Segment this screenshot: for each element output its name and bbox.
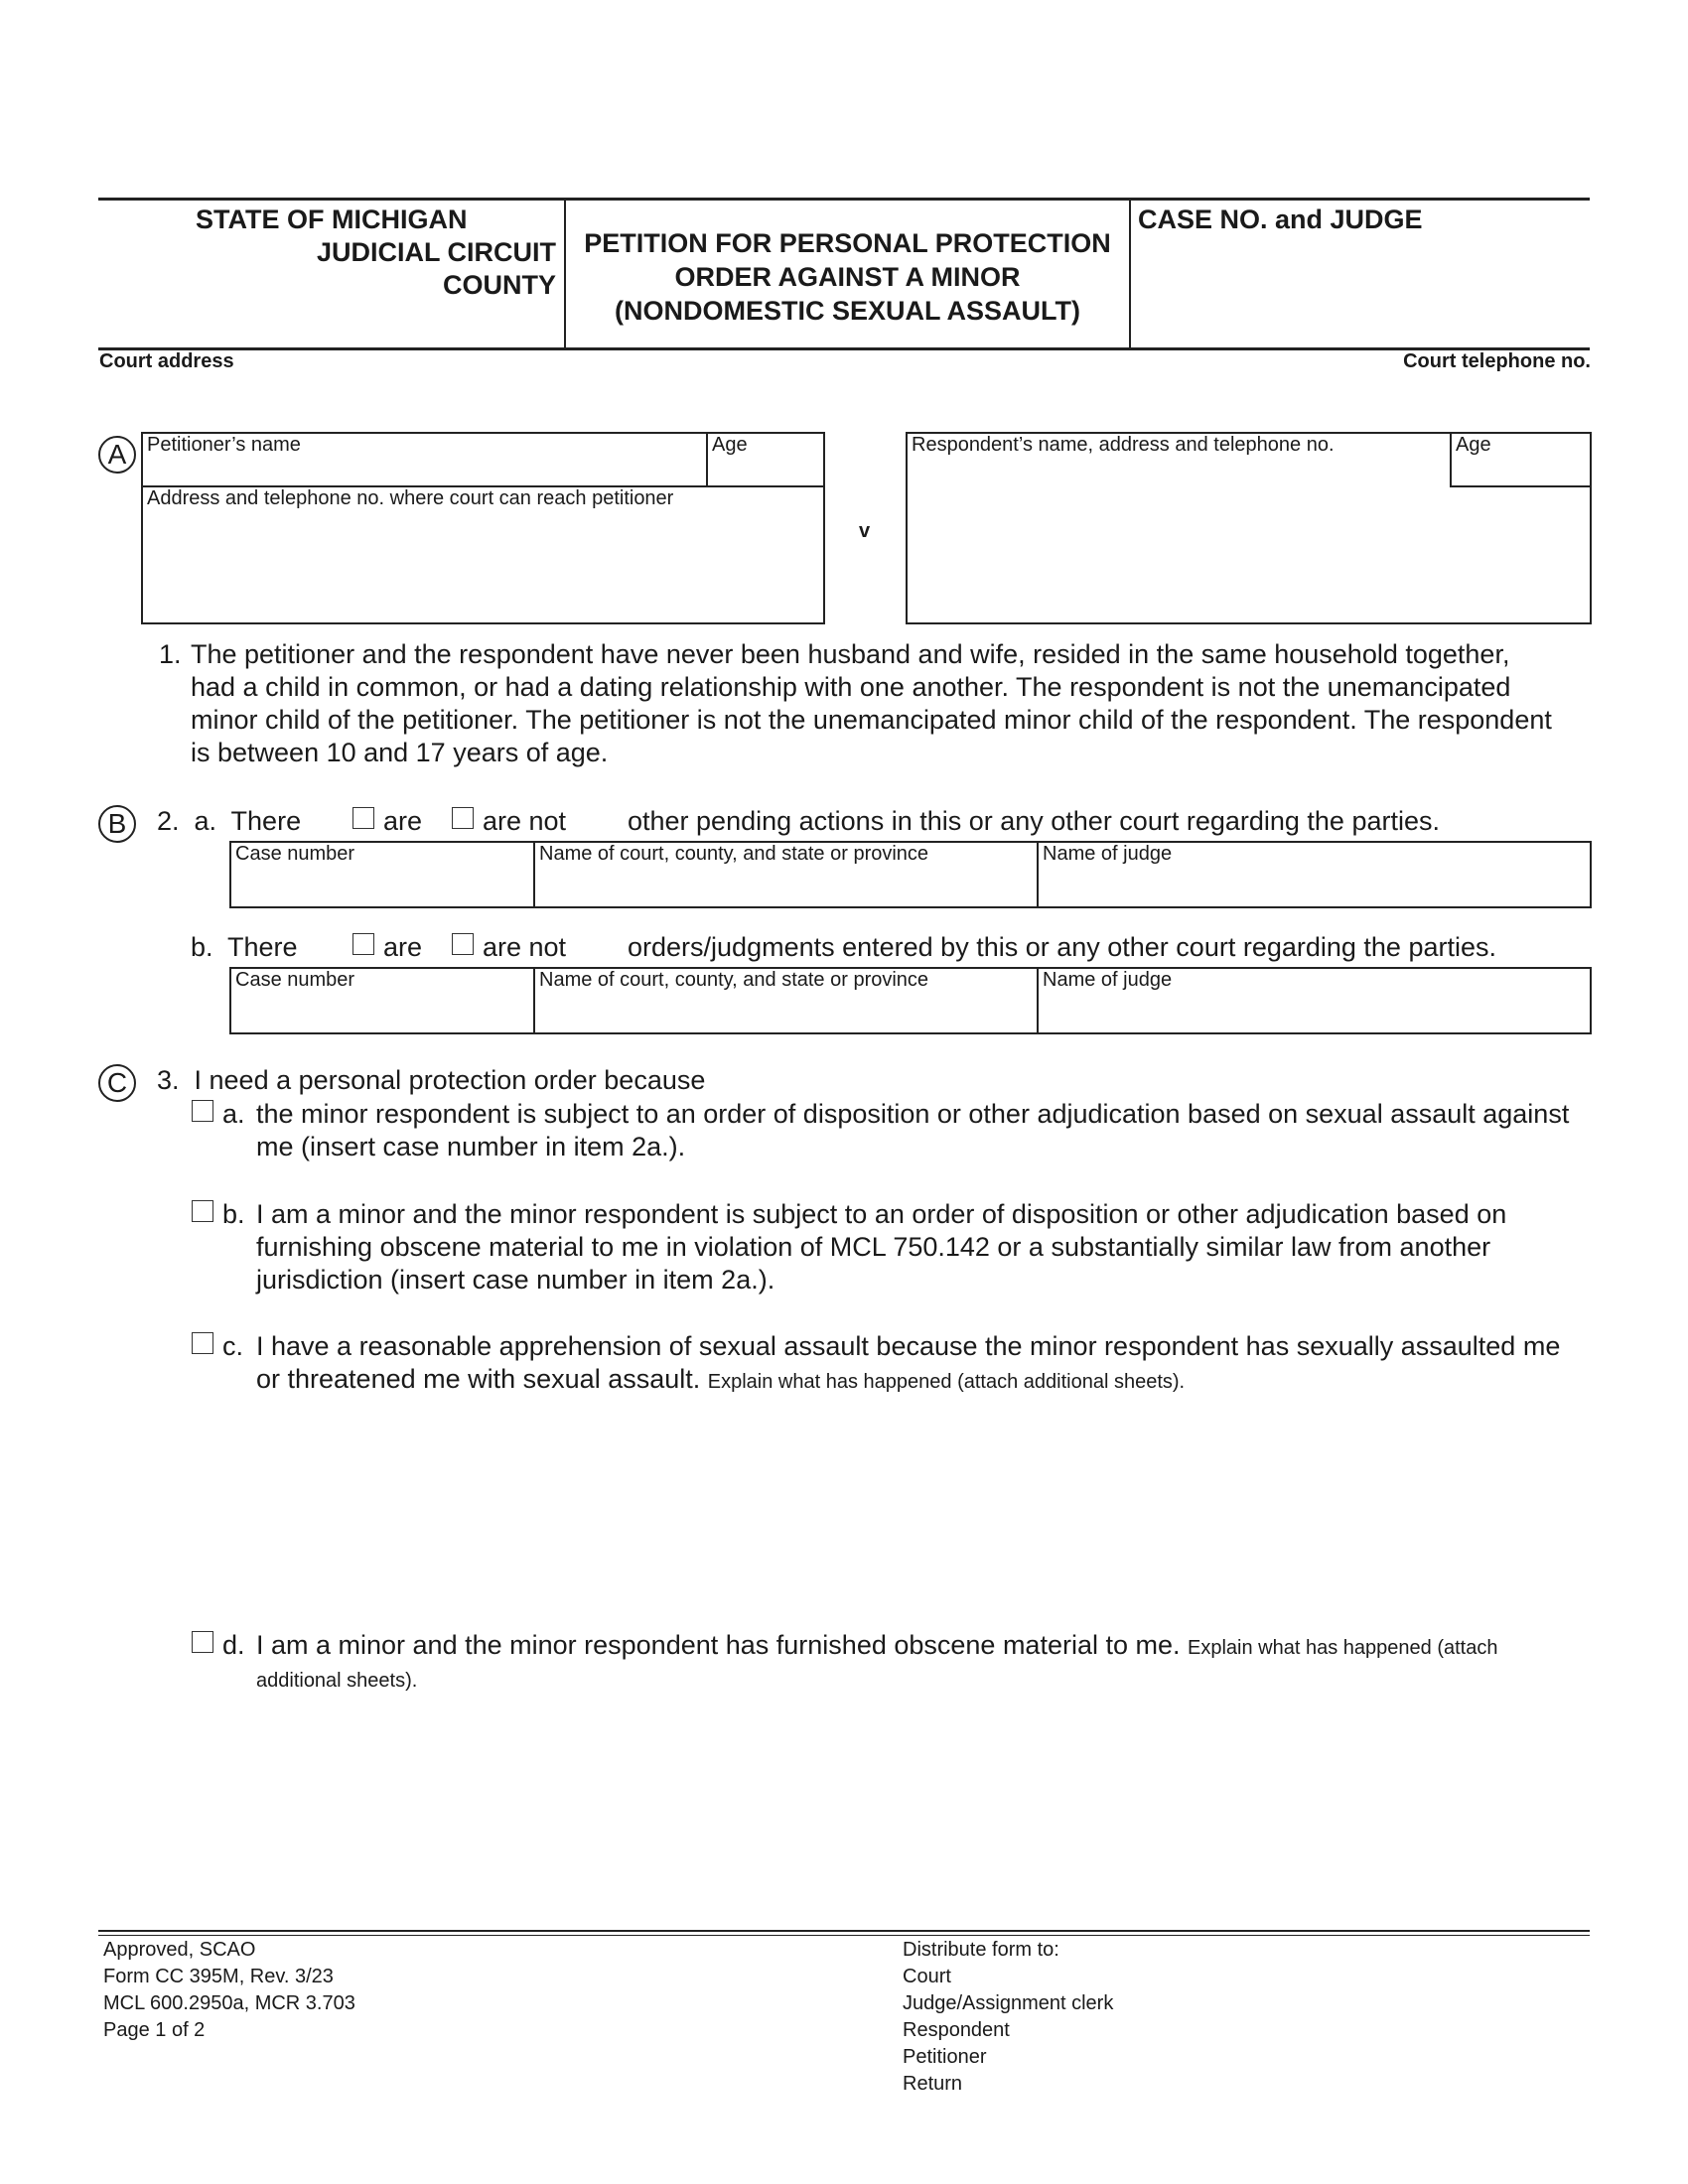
item-3c-line-2-text: or threatened me with sexual assault. (256, 1364, 701, 1394)
header-top-rule (98, 198, 1590, 201)
footer-page-number: Page 1 of 2 (103, 2019, 206, 2041)
item-2b-suffix: orders/judgments entered by this or any other court regarding the parties. (628, 932, 1496, 962)
footer-approved: Approved, SCAO (103, 1939, 256, 1961)
item-2a-case-number-cell[interactable] (231, 843, 535, 906)
petitioner-name-label: Petitioner’s name (147, 434, 301, 456)
distribute-court: Court (903, 1966, 951, 1987)
respondent-age-label: Age (1456, 434, 1491, 456)
distribute-judge-clerk: Judge/Assignment clerk (903, 1992, 1114, 2014)
item-2b-prefix: b. There (191, 932, 298, 962)
judicial-circuit-field[interactable]: JUDICIAL CIRCUIT (316, 237, 556, 267)
item-3a-line-1: the minor respondent is subject to an order of disposition or other adjudication based on sexual assault against (256, 1099, 1570, 1129)
item-1-line-3: minor child of the petitioner. The petitioner is not the unemancipated minor child of the respondent. The respondent (191, 705, 1552, 735)
form-title (566, 226, 1129, 328)
item-3b-line-3: jurisdiction (insert case number in item 2a.). (256, 1265, 775, 1295)
petitioner-age-label: Age (712, 434, 748, 456)
footer-form-number: Form CC 395M, Rev. 3/23 (103, 1966, 334, 1987)
item-2a-table (229, 841, 1592, 908)
item-2a-court-name-label: Name of court, county, and state or province (539, 843, 929, 865)
item-3c-letter: c. (222, 1331, 244, 1361)
item-2a-judge-name-label: Name of judge (1043, 843, 1173, 865)
header-divider-right (1129, 198, 1131, 349)
footer-rule-bottom (98, 1935, 1590, 1936)
state-name: STATE OF MICHIGAN (196, 205, 468, 234)
court-telephone-label: Court telephone no. (1403, 350, 1591, 372)
item-2b-are-checkbox[interactable] (352, 933, 374, 955)
respondent-age-field[interactable] (1450, 434, 1590, 487)
form-title-line-2: ORDER AGAINST A MINOR (674, 262, 1021, 292)
item-2a-court-name-cell[interactable] (535, 843, 1039, 906)
item-3d-explanation-area[interactable] (256, 1698, 1587, 1916)
item-1-number: 1. (159, 639, 182, 669)
header-bottom-rule (98, 347, 1590, 350)
item-3c-line-1: I have a reasonable apprehension of sexual assault because the minor respondent has sexually assaulted me (256, 1331, 1561, 1361)
county-field[interactable]: COUNTY (443, 270, 556, 300)
item-2b-table (229, 967, 1592, 1034)
item-3d-line-1 (256, 1629, 1607, 1665)
item-2b-judge-name-label: Name of judge (1043, 969, 1173, 991)
petitioner-address-label: Address and telephone no. where court can reach petitioner (147, 487, 674, 509)
item-3b-checkbox[interactable] (192, 1200, 213, 1222)
footer-rule-top (98, 1930, 1590, 1932)
section-c-marker: C (98, 1064, 136, 1102)
item-3d-note-2: additional sheets). (256, 1670, 418, 1692)
item-2b-case-number-label: Case number (235, 969, 355, 991)
section-a-marker: A (98, 436, 136, 474)
item-3a-text (256, 1098, 1607, 1163)
item-2a-suffix: other pending actions in this or any other court regarding the parties. (628, 806, 1440, 836)
item-1-line-1: The petitioner and the respondent have never been husband and wife, resided in the same household together, (191, 639, 1510, 669)
distribute-heading: Distribute form to: (903, 1939, 1059, 1961)
section-b-marker: B (98, 805, 136, 843)
item-3a-checkbox[interactable] (192, 1100, 213, 1122)
item-3b-line-2: furnishing obscene material to me in violation of MCL 750.142 or a substantially similar law from another (256, 1232, 1491, 1262)
item-3c-checkbox[interactable] (192, 1332, 213, 1354)
item-3b-text (256, 1198, 1607, 1297)
item-1-line-4: is between 10 and 17 years of age. (191, 738, 609, 767)
item-2a-are-not-checkbox[interactable] (452, 807, 474, 829)
case-no-judge-field[interactable]: CASE NO. and JUDGE (1138, 205, 1423, 234)
item-2b-case-number-cell[interactable] (231, 969, 535, 1032)
distribute-return: Return (903, 2073, 963, 2095)
petitioner-name-field[interactable] (143, 434, 708, 487)
item-2a-prefix: 2. a. There (157, 806, 302, 836)
respondent-info-label: Respondent’s name, address and telephone no. (912, 434, 1335, 456)
item-2a-judge-name-cell[interactable] (1039, 843, 1590, 906)
item-3b-letter: b. (222, 1199, 245, 1229)
item-3d-letter: d. (222, 1630, 245, 1660)
form-title-line-1: PETITION FOR PERSONAL PROTECTION (584, 228, 1111, 258)
item-3d-text (256, 1629, 1607, 1698)
item-3d-checkbox[interactable] (192, 1631, 213, 1653)
petitioner-address-field[interactable] (143, 487, 823, 622)
item-3d-line-1-text: I am a minor and the minor respondent has furnished obscene material to me. (256, 1630, 1181, 1660)
item-2a-are-not-label: are not (483, 806, 567, 836)
item-3a-letter: a. (222, 1099, 245, 1129)
form-title-line-3: (NONDOMESTIC SEXUAL ASSAULT) (614, 296, 1080, 326)
item-2a-are-checkbox[interactable] (352, 807, 374, 829)
footer-form-info (103, 1937, 355, 2044)
item-2a-are-label: are (383, 806, 423, 836)
item-3b-line-1: I am a minor and the minor respondent is subject to an order of disposition or other adjudication based on (256, 1199, 1507, 1229)
petitioner-box (141, 432, 825, 624)
distribute-petitioner: Petitioner (903, 2046, 987, 2068)
item-2b-court-name-cell[interactable] (535, 969, 1039, 1032)
versus-label: v (859, 520, 871, 542)
footer-distribution (903, 1937, 1113, 2098)
item-1-line-2: had a child in common, or had a dating relationship with one another. The respondent is not the unemancipated (191, 672, 1511, 702)
item-3a-line-2: me (insert case number in item 2a.). (256, 1132, 686, 1161)
respondent-box[interactable] (906, 432, 1592, 624)
item-3d-note-1: Explain what has happened (attach (1188, 1637, 1498, 1659)
item-3c-line-2 (256, 1363, 1607, 1399)
item-2b-are-not-label: are not (483, 932, 567, 962)
item-3c-explanation-area[interactable] (256, 1400, 1587, 1618)
item-2b-are-label: are (383, 932, 423, 962)
item-1-text (191, 638, 1601, 769)
item-3c-note: Explain what has happened (attach additional sheets). (707, 1371, 1186, 1393)
item-2b-court-name-label: Name of court, county, and state or province (539, 969, 929, 991)
footer-statute: MCL 600.2950a, MCR 3.703 (103, 1992, 355, 2014)
court-address-label: Court address (99, 350, 234, 372)
item-2b-judge-name-cell[interactable] (1039, 969, 1590, 1032)
distribute-respondent: Respondent (903, 2019, 1010, 2041)
item-3c-text (256, 1330, 1607, 1399)
petitioner-age-field[interactable] (708, 434, 823, 487)
item-2a-case-number-label: Case number (235, 843, 355, 865)
item-3-intro: 3. I need a personal protection order because (157, 1065, 706, 1095)
item-2b-are-not-checkbox[interactable] (452, 933, 474, 955)
